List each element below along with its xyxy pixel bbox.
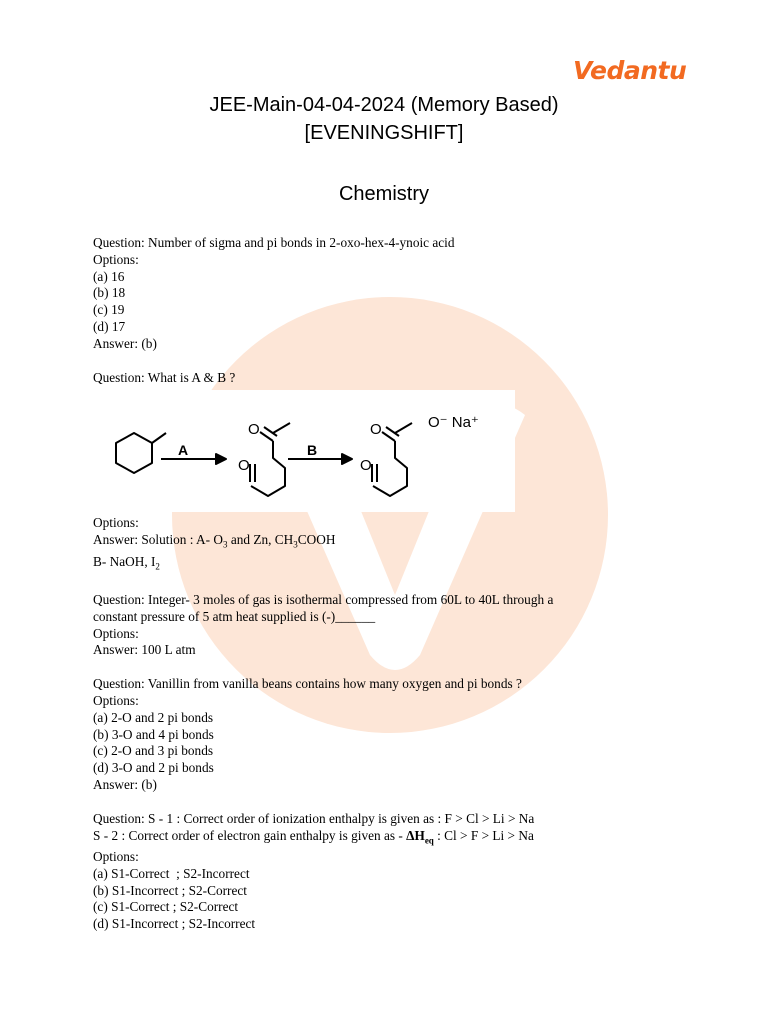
options-label: Options: [93, 515, 139, 531]
oxygen-label: O [370, 421, 382, 439]
option-item: (d) 17 [93, 318, 126, 334]
sodium-salt-label: O⁻ Na⁺ [428, 414, 479, 432]
question-block [93, 676, 693, 794]
exam-title [0, 91, 768, 147]
oxygen-label: O [360, 457, 372, 475]
option-item: (c) 2-O and 3 pi bonds [93, 743, 214, 759]
question-text: Question: Number of sigma and pi bonds in 2-oxo-hex-4-ynoic acid [93, 235, 455, 250]
option-item: (a) 16 [93, 268, 125, 284]
option-item: (b) 18 [93, 285, 126, 301]
option-item: (b) S1-Incorrect ; S2-Correct [93, 882, 247, 898]
options-label: Options: [93, 849, 139, 865]
option-item: (c) 19 [93, 302, 125, 318]
cyclohexane-ring [116, 433, 152, 473]
answer-text: Answer: (b) [93, 335, 157, 351]
exam-title-line1: JEE-Main-04-04-2024 (Memory Based) [209, 94, 559, 116]
question-block [93, 235, 693, 353]
answer-text: Answer: 100 L atm [93, 642, 196, 658]
question-block [93, 370, 693, 576]
question-text: Question: What is A & B ? [93, 369, 236, 385]
option-item: (c) S1-Correct ; S2-Correct [93, 899, 239, 915]
options-label: Options: [93, 251, 139, 267]
option-item: (b) 3-O and 4 pi bonds [93, 726, 214, 742]
vedantu-logo: Vedantu [573, 56, 687, 85]
question-text-line2: S - 2 : Correct order of electron gain enthalpy is given as - $\Delta H_{eq}$ : Cl > F > Li > Na [93, 827, 534, 846]
subject-heading: Chemistry [338, 183, 429, 205]
option-item: (d) 3-O and 2 pi bonds [93, 760, 214, 776]
option-item: (a) 2-O and 2 pi bonds [93, 709, 214, 725]
question-text: Question: S - 1 : Correct order of ionization enthalpy is given as : F > Cl > Li > Na [93, 810, 535, 826]
option-item: (a) S1-Correct ; S2-Incorrect [93, 865, 250, 881]
question-text: Question: Integer- 3 moles of gas is isothermal compressed from 60L to 40L through a [93, 592, 554, 608]
answer-text: Answer: Solution : A- $O_3$ and Zn, $CH_3COOH$ [93, 532, 336, 550]
exam-title-line2: [EVENINGSHIFT] [304, 122, 464, 144]
reagent-a-label: A [178, 442, 189, 459]
question-block [93, 592, 693, 659]
question-text-line2: constant pressure of 5 atm heat supplied is (-)______ [93, 608, 376, 624]
answer-text: Answer: (b) [93, 777, 157, 793]
options-label: Options: [93, 625, 139, 641]
reaction-diagram [90, 390, 515, 512]
oxygen-label: O [238, 457, 250, 475]
option-item: (d) S1-Incorrect ; S2-Incorrect [93, 916, 256, 932]
question-block [93, 811, 693, 933]
oxygen-label: O [248, 421, 260, 439]
options-label: Options: [93, 693, 139, 709]
question-list [93, 235, 693, 933]
answer-text-line2: B- NaOH, $I_2$ [93, 553, 160, 572]
reagent-b-label: B [307, 442, 318, 459]
question-text: Question: Vanillin from vanilla beans contains how many oxygen and pi bonds ? [93, 676, 522, 692]
